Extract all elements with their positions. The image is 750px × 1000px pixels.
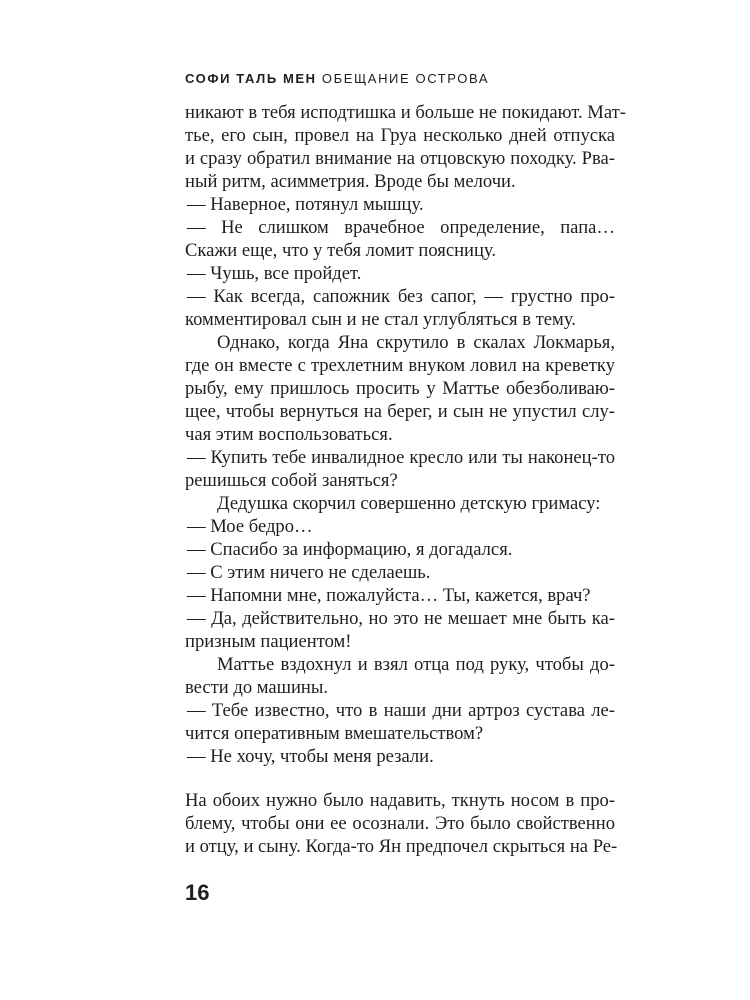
text-line: щее, чтобы вернуться на берег, и сын не упустил слу- [185, 401, 615, 422]
text-line: — С этим ничего не сделаешь. [187, 562, 431, 583]
text-line: тье, его сын, провел на Груа несколько дней отпуска [185, 125, 615, 146]
text-line: — Не слишком врачебное определение, папа… [187, 217, 615, 238]
body-text-block-2 [185, 789, 618, 858]
text-line: — Мое бедро… [187, 516, 313, 537]
text-line: Однако, когда Яна скрутило в скалах Локмарья, [217, 332, 615, 353]
text-line: чая этим воспользоваться. [185, 424, 393, 445]
text-line: — Наверное, потянул мышцу. [187, 194, 424, 215]
text-line: — Не хочу, чтобы меня резали. [187, 746, 434, 767]
text-line: комментировал сын и не стал углубляться в тему. [185, 309, 576, 330]
text-line: рыбу, ему пришлось просить у Маттье обезболиваю- [185, 378, 615, 399]
text-line: и сразу обратил внимание на отцовскую походку. Рва- [185, 148, 615, 169]
text-line: — Да, действительно, но это не мешает мне быть ка- [187, 608, 615, 629]
body-text-block [185, 101, 626, 768]
page-number: 16 [185, 880, 210, 905]
header-book-title: ОБЕЩАНИЕ ОСТРОВА [321, 71, 490, 86]
text-line: вести до машины. [185, 677, 329, 698]
text-line: решишься собой заняться? [185, 470, 398, 491]
text-line: где он вместе с трехлетним внуком ловил на креветку [185, 355, 615, 376]
text-line: призным пациентом! [185, 631, 352, 652]
text-line: — Спасибо за информацию, я догадался. [187, 539, 513, 560]
text-line: ный ритм, асимметрия. Вроде бы мелочи. [185, 171, 516, 192]
text-line: — Напомни мне, пожалуйста… Ты, кажется, врач? [187, 585, 591, 606]
text-line: — Тебе известно, что в наши дни артроз сустава ле- [187, 700, 615, 721]
text-line: блему, чтобы они ее осознали. Это было свойственно [185, 813, 615, 834]
text-line: Дедушка скорчил совершенно детскую гримасу: [217, 493, 601, 514]
text-line: На обоих нужно было надавить, ткнуть носом в про- [185, 790, 615, 811]
text-line: и отцу, и сыну. Когда-то Ян предпочел скрыться на Ре- [185, 836, 618, 857]
text-line: — Как всегда, сапожник без сапог, — грустно про- [187, 286, 615, 307]
text-line: никают в тебя исподтишка и больше не покидают. Мат- [185, 102, 626, 123]
text-line: Маттье вздохнул и взял отца под руку, чтобы до- [217, 654, 615, 675]
header-author: СОФИ ТАЛЬ МЕН [185, 71, 317, 86]
text-line: чится оперативным вмешательством? [185, 723, 484, 744]
running-header [185, 71, 489, 86]
text-line: — Чушь, все пройдет. [187, 263, 362, 284]
text-line: Скажи еще, что у тебя ломит поясницу. [185, 240, 497, 261]
text-line: — Купить тебе инвалидное кресло или ты наконец-то [187, 447, 615, 468]
